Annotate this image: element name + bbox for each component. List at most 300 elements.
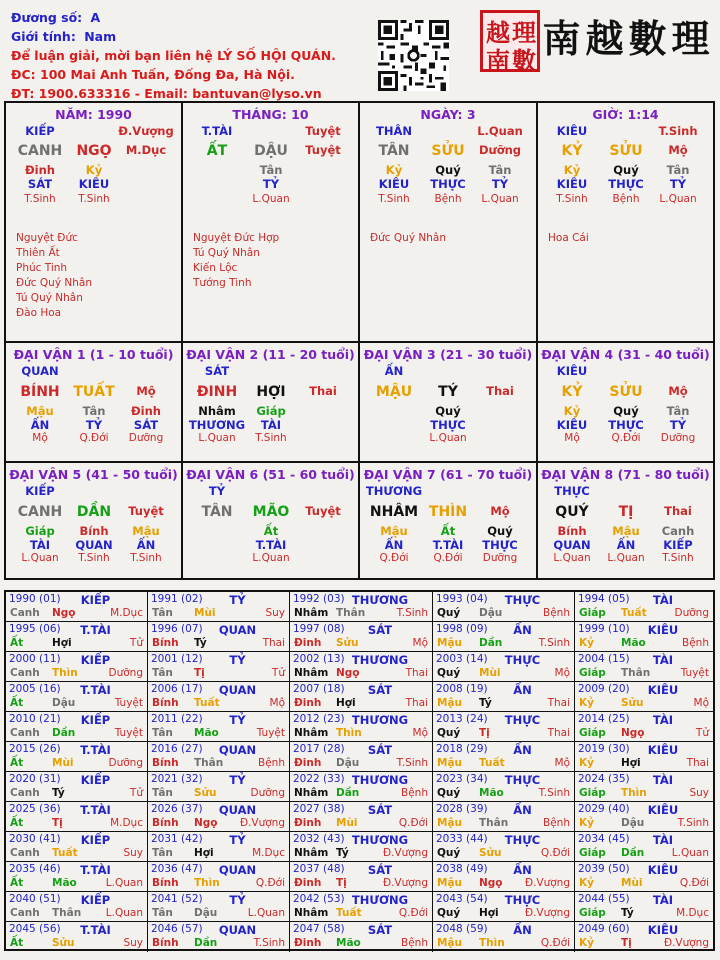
year-stage: Đ.Vượng (524, 907, 570, 919)
chart-term: THỰC (554, 484, 590, 498)
year-cell (575, 652, 713, 682)
year-stem: Đinh (294, 817, 322, 829)
year-star: TỶ (229, 713, 246, 727)
year-stage: Bệnh (543, 607, 570, 619)
year-star: KIÊU (647, 803, 679, 817)
year-branch: Thìn (194, 877, 220, 889)
pillar-cell (538, 103, 713, 343)
chart-term: KIẾP (25, 124, 55, 138)
year-branch: Mão (621, 637, 646, 649)
year-cell (433, 892, 575, 922)
year-branch: Dậu (621, 817, 645, 829)
chart-term: NGỌ (76, 143, 112, 159)
chart-term: Tuyệt (305, 143, 341, 157)
year-branch: Mão (336, 937, 361, 949)
brand-char: 南 (542, 15, 581, 61)
year-stem: Canh (10, 607, 40, 619)
year-stem: Đinh (294, 637, 322, 649)
year-stage: Thai (405, 697, 428, 709)
year-stem: Tân (152, 907, 173, 919)
chart-term: Mộ (668, 143, 688, 157)
chart-term: Mộ (32, 432, 48, 444)
year-star: T.TÀI (80, 683, 111, 697)
annual-luck-table (4, 590, 715, 951)
year-star: KIẾP (80, 893, 111, 907)
year-label: 2008 (19) (436, 683, 488, 695)
year-star: SÁT (367, 623, 393, 637)
chart-term: L.Quan (553, 552, 591, 564)
year-star: KIÊU (647, 923, 679, 937)
year-branch: Hợi (194, 847, 214, 859)
year-stage: Thai (547, 727, 570, 739)
year-branch: Dần (336, 787, 360, 799)
star-list (193, 231, 279, 291)
chart-term: TỶ (669, 418, 687, 432)
chart-term: Tuyệt (128, 504, 164, 518)
chart-term: SÁT (204, 364, 230, 378)
year-label: 2010 (21) (9, 713, 61, 725)
year-branch: Dần (479, 637, 503, 649)
chart-term: T.Sinh (78, 193, 110, 205)
owner-value: A (90, 10, 101, 25)
year-branch: Ngọ (479, 877, 503, 889)
year-label: 2022 (33) (293, 773, 345, 785)
dai-van-cell (360, 343, 538, 463)
chart-term: Quý (487, 524, 513, 538)
year-stage: Đ.Vượng (382, 847, 428, 859)
chart-term: Đ.Vượng (118, 124, 174, 138)
year-cell (575, 712, 713, 742)
year-label: 1993 (04) (436, 593, 488, 605)
year-cell (290, 592, 433, 622)
brand-title (540, 10, 712, 60)
chart-term: L.Quan (198, 432, 236, 444)
year-cell (290, 922, 433, 952)
chart-term: Mộ (136, 384, 156, 398)
chart-term: T.TÀI (432, 538, 464, 552)
chart-term: Nhâm (198, 404, 236, 418)
chart-term: L.Quan (607, 552, 645, 564)
four-pillars-grid (4, 101, 715, 580)
chart-term: THỰC (430, 418, 466, 432)
chart-term: Dưỡng (660, 432, 696, 444)
year-branch: Mão (194, 727, 219, 739)
year-cell (575, 682, 713, 712)
year-cell (433, 652, 575, 682)
chart-term: QUAN (553, 538, 591, 552)
year-stem: Mậu (437, 937, 463, 949)
year-stem: Kỷ (579, 817, 594, 829)
chart-term: SỬU (609, 143, 643, 159)
year-stem: Ất (10, 817, 24, 829)
year-label: 2044 (55) (578, 893, 630, 905)
year-branch: Dần (621, 847, 645, 859)
year-star: SÁT (367, 923, 393, 937)
year-stem: Bính (152, 637, 179, 649)
year-cell (148, 682, 290, 712)
year-star: SÁT (367, 743, 393, 757)
year-stage: Đ.Vượng (524, 877, 570, 889)
year-cell (433, 922, 575, 952)
chart-term: KIÊU (556, 364, 588, 378)
pillar-cell (6, 103, 183, 343)
chart-term: Dưỡng (482, 552, 518, 564)
year-branch: Hợi (479, 907, 499, 919)
chart-term: Bệnh (434, 193, 462, 205)
phone-email-line: ĐT: 1900.633316 - Email: bantuvan@lyso.vn (11, 86, 322, 101)
year-stem: Bính (152, 697, 179, 709)
owner-label: Đương số: (11, 10, 83, 25)
chart-term: ẤN (384, 364, 404, 378)
cell-title: ĐẠI VẬN 5 (41 - 50 tuổi) (9, 467, 178, 482)
year-stem: Nhâm (294, 607, 329, 619)
year-label: 2006 (17) (151, 683, 203, 695)
year-star: TỶ (229, 653, 246, 667)
year-stem: Giáp (579, 787, 606, 799)
chart-term: KIÊU (78, 177, 110, 191)
chart-term: QUÝ (555, 504, 589, 520)
year-label: 1997 (08) (293, 623, 345, 635)
chart-term: CANH (17, 143, 63, 159)
year-star: T.TÀI (80, 863, 111, 877)
chart-term: Dưỡng (478, 143, 522, 157)
chart-term: T.Sinh (662, 552, 694, 564)
chart-term: L.Quan (429, 432, 467, 444)
chart-term: Tân (82, 404, 106, 418)
dai-van-cell (183, 463, 360, 578)
star-item: Đức Quý Nhân (16, 277, 92, 289)
year-star: THỰC (504, 593, 541, 607)
chart-term: L.Quan (659, 193, 697, 205)
year-star: THƯƠNG (351, 593, 409, 607)
year-stem: Kỷ (579, 637, 594, 649)
year-branch: Thân (336, 607, 366, 619)
year-cell (6, 862, 148, 892)
year-stage: Suy (689, 787, 709, 799)
chart-term: TÀI (29, 538, 51, 552)
year-stage: T.Sinh (538, 787, 570, 799)
year-label: 2013 (24) (436, 713, 488, 725)
year-cell (6, 772, 148, 802)
chart-term: TÝ (438, 384, 458, 400)
year-label: 2030 (41) (9, 833, 61, 845)
year-label: 2031 (42) (151, 833, 203, 845)
year-stage: T.Sinh (677, 817, 709, 829)
year-stem: Kỷ (579, 937, 594, 949)
star-item: Phúc Tinh (16, 262, 68, 274)
year-stem: Bính (152, 937, 179, 949)
chart-term: Kỷ (563, 404, 581, 418)
year-stage: M.Dục (676, 907, 709, 919)
chart-term: Q.Đới (611, 432, 641, 444)
year-star: KIẾP (80, 593, 111, 607)
year-cell (6, 742, 148, 772)
chart-term: ẤN (136, 538, 156, 552)
year-branch: Mùi (336, 817, 358, 829)
year-stage: M.Dục (110, 607, 143, 619)
year-branch: Mùi (479, 667, 501, 679)
year-cell (433, 832, 575, 862)
year-star: THƯƠNG (351, 713, 409, 727)
chart-term: Bính (79, 524, 109, 538)
chart-term: KIÊU (556, 124, 588, 138)
chart-term: Mậu (612, 524, 640, 538)
year-cell (148, 622, 290, 652)
year-stage: L.Quan (105, 877, 143, 889)
year-cell (575, 892, 713, 922)
year-star: THỰC (504, 893, 541, 907)
chart-term: KỶ (561, 143, 583, 159)
year-star: QUAN (218, 743, 257, 757)
chart-term: L.Quan (21, 552, 59, 564)
year-stem: Giáp (579, 727, 606, 739)
year-stem: Nhâm (294, 847, 329, 859)
chart-term: HỢI (256, 384, 286, 400)
chart-term: TỶ (262, 177, 280, 191)
year-branch: Tuất (336, 907, 362, 919)
year-star: KIẾP (80, 833, 111, 847)
chart-term: THỰC (482, 538, 518, 552)
chart-term: Đinh (131, 404, 161, 418)
cell-title: ĐẠI VẬN 3 (21 - 30 tuổi) (363, 347, 533, 362)
year-stem: Canh (10, 727, 40, 739)
chart-term: SÁT (27, 177, 53, 191)
year-cell (6, 832, 148, 862)
dai-van-cell (538, 343, 713, 463)
chart-term: Q.Đới (379, 552, 409, 564)
chart-term: Quý (613, 404, 639, 418)
chart-term: THƯƠNG (188, 418, 246, 432)
chart-term: Kỷ (85, 163, 103, 177)
year-label: 2019 (30) (578, 743, 630, 755)
year-cell (148, 892, 290, 922)
year-label: 2025 (36) (9, 803, 61, 815)
year-label: 2018 (29) (436, 743, 488, 755)
star-list (370, 231, 446, 246)
year-stage: Bệnh (401, 787, 428, 799)
year-cell (6, 712, 148, 742)
chart-term: THÂN (376, 124, 412, 138)
cell-title: ĐẠI VẬN 2 (11 - 20 tuổi) (186, 347, 355, 362)
year-branch: Tị (52, 817, 63, 829)
year-label: 2000 (11) (9, 653, 61, 665)
year-label: 1991 (02) (151, 593, 203, 605)
seal-char: 理 (512, 18, 536, 47)
owner-line (11, 8, 371, 27)
dai-van-cell (538, 463, 713, 578)
qr-code-icon[interactable] (378, 20, 449, 91)
chart-term: T.Sinh (130, 552, 162, 564)
chart-term: T.Sinh (24, 193, 56, 205)
year-stem: Tân (152, 847, 173, 859)
year-label: 2004 (15) (578, 653, 630, 665)
chart-term: THÌN (428, 504, 468, 520)
year-stage: Tuyệt (114, 697, 143, 709)
year-stage: Tử (129, 637, 143, 649)
year-branch: Thìn (52, 667, 78, 679)
year-label: 2048 (59) (436, 923, 488, 935)
pillar-cell (183, 103, 360, 343)
year-stage: Thai (547, 697, 570, 709)
year-branch: Dần (52, 727, 76, 739)
year-branch: Thìn (479, 937, 505, 949)
chart-term: Giáp (25, 524, 55, 538)
star-item: Đào Hoa (16, 307, 62, 319)
year-label: 2021 (32) (151, 773, 203, 785)
year-branch: Ngọ (194, 817, 218, 829)
year-stage: T.Sinh (538, 637, 570, 649)
year-stage: Bệnh (682, 637, 709, 649)
year-branch: Sửu (621, 697, 644, 709)
year-stem: Giáp (579, 907, 606, 919)
chart-term: BÍNH (20, 384, 60, 400)
year-cell (290, 652, 433, 682)
year-stage: M.Dục (110, 817, 143, 829)
year-stage: Suy (123, 937, 143, 949)
chart-term: Q.Đới (79, 432, 109, 444)
year-stage: Tử (271, 667, 285, 679)
chart-term: KIẾP (663, 538, 693, 552)
year-label: 2043 (54) (436, 893, 488, 905)
year-branch: Ngọ (336, 667, 360, 679)
year-stem: Tân (152, 667, 173, 679)
year-label: 2023 (34) (436, 773, 488, 785)
gender-line (11, 27, 371, 46)
year-stem: Tân (152, 607, 173, 619)
year-star: KIÊU (647, 863, 679, 877)
year-stage: Đ.Vượng (382, 877, 428, 889)
chart-term: Ất (440, 524, 456, 538)
year-stage: Đ.Vượng (663, 937, 709, 949)
year-stage: Q.Đới (398, 817, 428, 829)
year-branch: Tị (621, 937, 632, 949)
year-stage: M.Dục (252, 847, 285, 859)
star-item: Tướng Tinh (193, 277, 252, 289)
year-cell (148, 862, 290, 892)
cell-title: NĂM: 1990 (55, 107, 132, 122)
chart-term: Bệnh (612, 193, 640, 205)
year-star: KIẾP (80, 773, 111, 787)
star-item: Thiên Ất (16, 247, 60, 259)
year-stem: Nhâm (294, 907, 329, 919)
year-cell (148, 802, 290, 832)
year-star: T.TÀI (80, 923, 111, 937)
year-cell (148, 922, 290, 952)
year-cell (6, 892, 148, 922)
year-label: 2036 (47) (151, 863, 203, 875)
year-label: 1990 (01) (9, 593, 61, 605)
contact-line: Để luận giải, mời bạn liên hệ LÝ SỐ HỘI QUÁN. (11, 48, 336, 63)
chart-term: Quý (435, 404, 461, 418)
year-stem: Kỷ (579, 697, 594, 709)
chart-term: TÀI (260, 418, 282, 432)
pillar-cell (360, 103, 538, 343)
year-cell (6, 682, 148, 712)
year-branch: Dậu (194, 907, 218, 919)
year-branch: Tý (479, 697, 492, 709)
year-cell (6, 592, 148, 622)
chart-term: THƯƠNG (365, 484, 423, 498)
year-star: THƯƠNG (351, 833, 409, 847)
year-star: THỰC (504, 833, 541, 847)
year-cell (290, 682, 433, 712)
year-cell (6, 802, 148, 832)
year-branch: Thân (194, 757, 224, 769)
year-label: 2001 (12) (151, 653, 203, 665)
year-cell (290, 712, 433, 742)
chart-term: T.TÀI (255, 538, 287, 552)
year-label: 2020 (31) (9, 773, 61, 785)
year-stage: Thai (686, 757, 709, 769)
chart-term: Giáp (256, 404, 286, 418)
year-branch: Dần (194, 937, 218, 949)
year-branch: Dậu (52, 697, 76, 709)
year-cell (148, 652, 290, 682)
year-stem: Giáp (579, 607, 606, 619)
year-label: 2029 (40) (578, 803, 630, 815)
cell-title: ĐẠI VẬN 8 (71 - 80 tuổi) (541, 467, 710, 482)
year-label: 2049 (60) (578, 923, 630, 935)
year-star: KIẾP (80, 713, 111, 727)
year-label: 2012 (23) (293, 713, 345, 725)
year-stem: Canh (10, 667, 40, 679)
year-branch: Thân (52, 907, 82, 919)
year-label: 2015 (26) (9, 743, 61, 755)
year-cell (575, 772, 713, 802)
chart-term: T.Sinh (658, 124, 698, 138)
dai-van-cell (183, 343, 360, 463)
chart-term: THỰC (430, 177, 466, 191)
chart-term: Mậu (26, 404, 54, 418)
year-stage: T.Sinh (396, 607, 428, 619)
year-cell (433, 682, 575, 712)
dai-van-cell (360, 463, 538, 578)
chart-term: T.Sinh (378, 193, 410, 205)
year-branch: Mùi (194, 607, 216, 619)
year-cell (575, 592, 713, 622)
year-label: 2026 (37) (151, 803, 203, 815)
chart-term: TÂN (201, 504, 233, 520)
chart-term: ẤN (616, 538, 636, 552)
brand-char: 越 (585, 15, 624, 61)
chart-term: TỶ (85, 418, 103, 432)
year-branch: Tị (479, 727, 490, 739)
year-stem: Quý (437, 667, 461, 679)
year-stem: Nhâm (294, 667, 329, 679)
year-label: 2046 (57) (151, 923, 203, 935)
year-star: QUAN (218, 863, 257, 877)
year-stage: Dưỡng (674, 607, 709, 619)
chart-term: Quý (435, 163, 461, 177)
chart-term: Thai (486, 384, 514, 398)
year-stem: Quý (437, 847, 461, 859)
year-cell (290, 832, 433, 862)
year-cell (433, 622, 575, 652)
year-branch: Tý (194, 637, 207, 649)
chart-term: Mậu (132, 524, 160, 538)
year-label: 1995 (06) (9, 623, 61, 635)
chart-term: KIẾP (25, 484, 55, 498)
year-cell (575, 832, 713, 862)
year-star: T.TÀI (80, 623, 111, 637)
year-cell (148, 742, 290, 772)
year-stem: Mậu (437, 637, 463, 649)
cell-title: NGÀY: 3 (420, 107, 476, 122)
year-stage: L.Quan (105, 907, 143, 919)
chart-term: Mộ (564, 432, 580, 444)
chart-term: ẤN (384, 538, 404, 552)
cell-title: THÁNG: 10 (232, 107, 309, 122)
